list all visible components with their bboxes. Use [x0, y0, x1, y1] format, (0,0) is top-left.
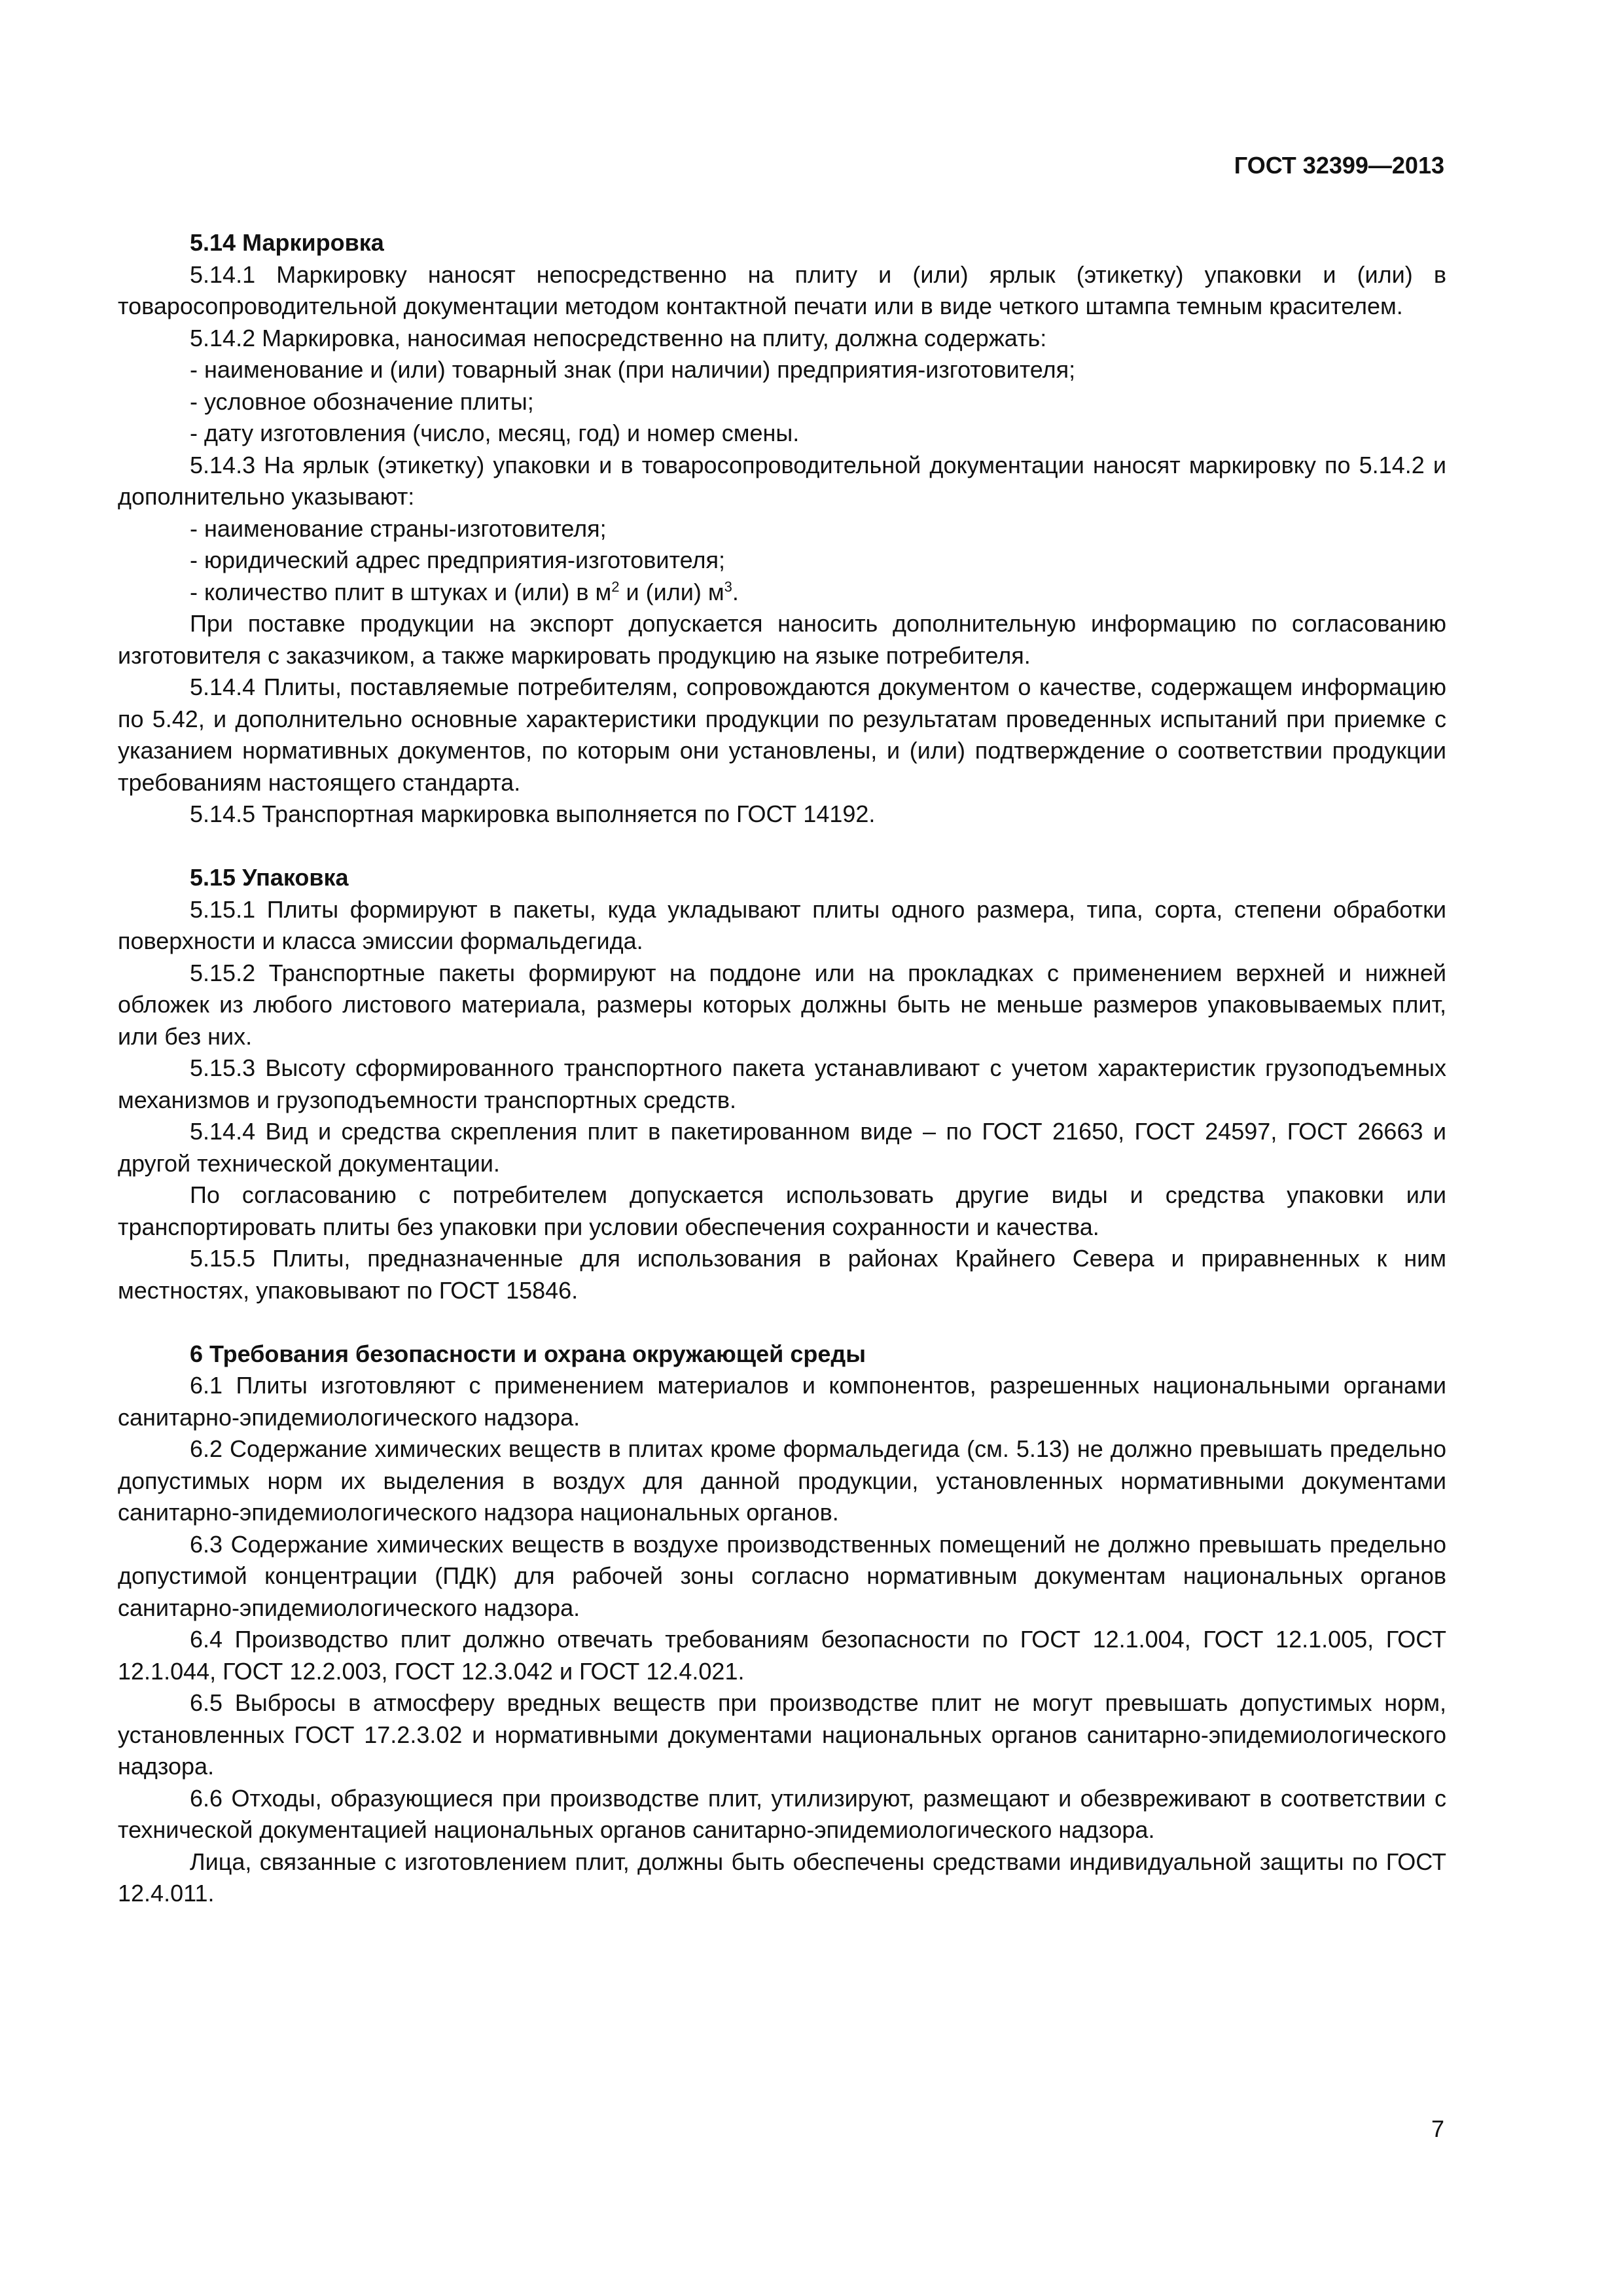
paragraph-5-15-3: 5.15.3 Высоту сформированного транспортного пакета устанавливают с учетом характеристик грузоподъемных механизмов и грузоподъемности транспортных средств.	[118, 1054, 1446, 1113]
superscript-2: 2	[611, 578, 620, 595]
list-item: - условное обозначение плиты;	[190, 387, 534, 415]
list-item-quantity-text-2: и (или) м	[619, 578, 724, 605]
section-heading-6: 6 Требования безопасности и охрана окружающей среды	[190, 1340, 866, 1367]
document-body	[118, 227, 1446, 1910]
list-item: - наименование страны-изготовителя;	[190, 514, 607, 542]
paragraph-6-4: 6.4 Производство плит должно отвечать требованиям безопасности по ГОСТ 12.1.004, ГОСТ 12.1.005, ГОСТ 12.1.044, ГОСТ 12.2.003, ГОСТ 12.3.042 и ГОСТ 12.4.021.	[118, 1626, 1446, 1685]
list-item-quantity-text-3: .	[732, 578, 739, 605]
paragraph-5-15-2: 5.15.2 Транспортные пакеты формируют на поддоне или на прокладках с применением верхней и нижней обложек из любого листового материала, размеры которых должны быть не меньше размеров упаковываемых плит, или без них.	[118, 959, 1446, 1050]
paragraph-5-14-5: 5.14.5 Транспортная маркировка выполняется по ГОСТ 14192.	[190, 800, 876, 827]
section-heading-5-14: 5.14 Маркировка	[190, 229, 384, 256]
section-heading-5-15: 5.15 Упаковка	[190, 864, 349, 891]
page-number: 7	[1431, 2115, 1444, 2142]
document-code-header: ГОСТ 32399—2013	[1234, 152, 1444, 179]
paragraph-6-1: 6.1 Плиты изготовляют с применением материалов и компонентов, разрешенных национальными органами санитарно-эпидемиологического надзора.	[118, 1372, 1446, 1431]
paragraph-5-14-4: 5.14.4 Плиты, поставляемые потребителям, сопровождаются документом о качестве, содержащем информацию по 5.42, и дополнительно основные характеристики продукции по результатам проведенных испытаний при приемке с указанием нормативных документов, по которым они установлены, и (или) подтверждение о соответствии продукции требованиям настоящего стандарта.	[118, 673, 1446, 796]
paragraph-5-15-1: 5.15.1 Плиты формируют в пакеты, куда укладывают плиты одного размера, типа, сорта, степени обработки поверхности и класса эмиссии формальдегида.	[118, 895, 1446, 954]
paragraph-agreement: По согласованию с потребителем допускается использовать другие виды и средства упаковки или транспортировать плиты без упаковки при условии обеспечения сохранности и качества.	[118, 1181, 1446, 1240]
section-spacer	[118, 831, 1446, 863]
paragraph-5-14-1: 5.14.1 Маркировку наносят непосредственно на плиту и (или) ярлык (этикетку) упаковки и (или) в товаросопроводительной документации методом контактной печати или в виде четкого штампа темным красителем.	[118, 260, 1446, 319]
paragraph-protection: Лица, связанные с изготовлением плит, должны быть обеспечены средствами индивидуальной защиты по ГОСТ 12.4.011.	[118, 1848, 1446, 1907]
paragraph-6-3: 6.3 Содержание химических веществ в воздухе производственных помещений не должно превышать предельно допустимой концентрации (ПДК) для рабочей зоны согласно нормативным документам национальных органов санитарно-эпидемиологического надзора.	[118, 1530, 1446, 1621]
paragraph-6-5: 6.5 Выбросы в атмосферу вредных веществ при производстве плит не могут превышать допустимых норм, установленных ГОСТ 17.2.3.02 и нормативными документами национальных органов санитарно-эпидемиологического надзора.	[118, 1689, 1446, 1780]
list-item-quantity	[118, 577, 1446, 609]
paragraph-export: При поставке продукции на экспорт допускается наносить дополнительную информацию по согласованию изготовителя с заказчиком, а также маркировать продукцию на языке потребителя.	[118, 610, 1446, 669]
paragraph-5-14-4-fastening: 5.14.4 Вид и средства скрепления плит в пакетированном виде – по ГОСТ 21650, ГОСТ 24597, ГОСТ 26663 и другой технической документации.	[118, 1118, 1446, 1177]
paragraph-5-15-5: 5.15.5 Плиты, предназначенные для использования в районах Крайнего Севера и приравненных к ним местностях, упаковывают по ГОСТ 15846.	[118, 1245, 1446, 1304]
list-item-quantity-text-1: - количество плит в штуках и (или) в м	[190, 578, 612, 605]
paragraph-6-6: 6.6 Отходы, образующиеся при производстве плит, утилизируют, размещают и обезвреживают в соответствии с технической документацией национальных органов санитарно-эпидемиологического надзора.	[118, 1784, 1446, 1843]
paragraph-5-14-3: 5.14.3 На ярлык (этикетку) упаковки и в товаросопроводительной документации наносят маркировку по 5.14.2 и дополнительно указывают:	[118, 451, 1446, 510]
list-item: - наименование и (или) товарный знак (при наличии) предприятия-изготовителя;	[190, 356, 1076, 383]
list-item: - дату изготовления (число, месяц, год) и номер смены.	[190, 420, 800, 446]
paragraph-6-2: 6.2 Содержание химических веществ в плитах кроме формальдегида (см. 5.13) не должно превышать предельно допустимых норм их выделения в воздух для данной продукции, установленных нормативными документами санитарно-эпидемиологического надзора национальных органов.	[118, 1435, 1446, 1526]
section-spacer	[118, 1306, 1446, 1338]
superscript-3: 3	[724, 578, 732, 595]
paragraph-5-14-2: 5.14.2 Маркировка, наносимая непосредственно на плиту, должна содержать:	[190, 324, 1047, 351]
list-item: - юридический адрес предприятия-изготовителя;	[190, 547, 725, 573]
